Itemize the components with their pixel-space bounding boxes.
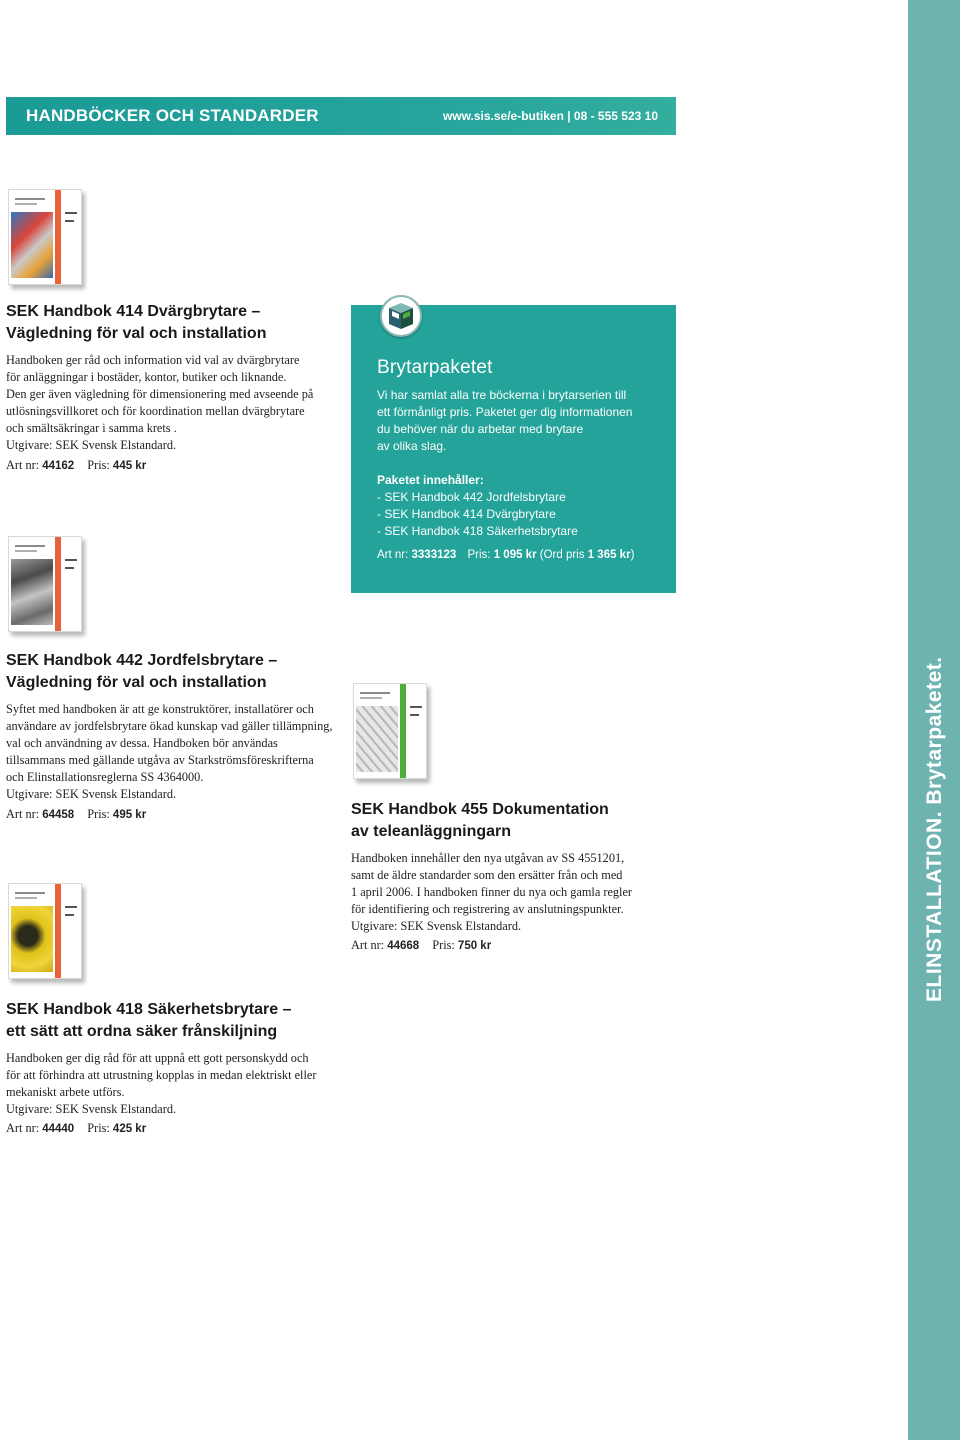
package-ord-price: 1 365 kr — [587, 549, 631, 561]
header-title: HANDBÖCKER OCH STANDARDER — [26, 106, 319, 125]
package-item: - SEK Handbok 414 Dvärgbrytare — [377, 507, 556, 521]
header-contact[interactable]: www.sis.se/e-butiken | 08 - 555 523 10 — [442, 109, 658, 123]
art-number: 44668 — [387, 940, 420, 952]
cover-photo — [11, 212, 53, 278]
product-description-418: Handboken ger dig råd för att uppnå ett gott personskydd och för att förhindra att utrustning kopplas in medan elektriskt eller mekaniskt arbete utförs. Utgivare: SEK Svensk Elstandard. — [6, 1051, 317, 1116]
package-description: Vi har samlat alla tre böckerna i brytarserien till ett förmånligt pris. Paketet ger dig informationen du behöver när du arbetar med brytare av olika slag. — [377, 388, 633, 453]
side-banner-text: ELINSTALLATION. Brytarpaketet. — [923, 656, 946, 1002]
art-number: 44440 — [42, 1123, 75, 1135]
package-meta: Art nr: 3333123 Pris: 1 095 kr (Ord pris 1 365 kr) — [377, 549, 635, 561]
product-meta-442: Art nr: 64458 Pris: 495 kr — [6, 807, 147, 821]
price: 495 kr — [112, 809, 147, 821]
package-title: Brytarpaketet — [377, 357, 493, 378]
header-bar — [6, 97, 676, 135]
package-art-number: 3333123 — [411, 549, 457, 561]
product-title-418: SEK Handbok 418 Säkerhetsbrytare – ett sätt att ordna säker frånskiljning — [6, 1001, 292, 1040]
price: 750 kr — [457, 940, 492, 952]
art-number: 44162 — [42, 460, 75, 472]
cover-stripe — [55, 884, 61, 978]
product-meta-414: Art nr: 44162 Pris: 445 kr — [6, 458, 147, 472]
product-title-442: SEK Handbok 442 Jordfelsbrytare – Vägledning för val och installation — [6, 652, 278, 691]
cover-stripe — [400, 684, 406, 778]
product-title-414: SEK Handbok 414 Dvärgbrytare – Vägledning för val och installation — [6, 303, 267, 342]
package-contents-label: Paketet innehåller: — [377, 473, 484, 487]
package-item: - SEK Handbok 442 Jordfelsbrytare — [377, 490, 566, 504]
package-price: 1 095 kr — [493, 549, 537, 561]
book-cover-442[interactable] — [8, 536, 82, 632]
package-box — [351, 305, 676, 593]
cover-stripe — [55, 537, 61, 631]
cover-photo — [356, 706, 398, 772]
book-cover-455[interactable] — [353, 683, 427, 779]
price: 445 kr — [112, 460, 147, 472]
art-number: 64458 — [42, 809, 75, 821]
product-description-414: Handboken ger råd och information vid val av dvärgbrytare för anläggningar i bostäder, kontor, butiker och liknande. Den ger även vägledning för dimensionering med avseende på utlösningsvillkoret och för koordination mellan dvärgbrytare och smältsäkringar i samma krets . Utgivare: SEK Svensk Elstandard. — [6, 353, 314, 452]
book-cover-418[interactable] — [8, 883, 82, 979]
product-title-455: SEK Handbok 455 Dokumentation av teleanläggningarn — [351, 801, 609, 840]
package-item: - SEK Handbok 418 Säkerhetsbrytare — [377, 524, 578, 538]
cover-stripe — [55, 190, 61, 284]
cover-photo — [11, 906, 53, 972]
book-stack-icon — [382, 297, 420, 335]
cover-photo — [11, 559, 53, 625]
book-package-icon — [380, 295, 422, 337]
product-description-455: Handboken innehåller den nya utgåvan av SS 4551201, samt de äldre standarder som den ersätter från och med 1 april 2006. I handboken finner du nya och gamla regler för identifiering och registrering av anslutningspunkter. Utgivare: SEK Svensk Elstandard. — [351, 851, 633, 933]
product-meta-418: Art nr: 44440 Pris: 425 kr — [6, 1121, 147, 1135]
product-description-442: Syftet med handboken är att ge konstruktörer, installatörer och användare av jordfelsbrytare ökad kunskap vad gäller tillämpning, val och användning av dessa. Handboken bör användas tillsammans med gällande utgåva av Starkströmsföreskrifterna och Elinstallationsreglerna SS 4364000. Utgivare: SEK Svensk Elstandard. — [6, 702, 333, 801]
price: 425 kr — [112, 1123, 147, 1135]
book-cover-414[interactable] — [8, 189, 82, 285]
product-meta-455: Art nr: 44668 Pris: 750 kr — [351, 938, 492, 952]
